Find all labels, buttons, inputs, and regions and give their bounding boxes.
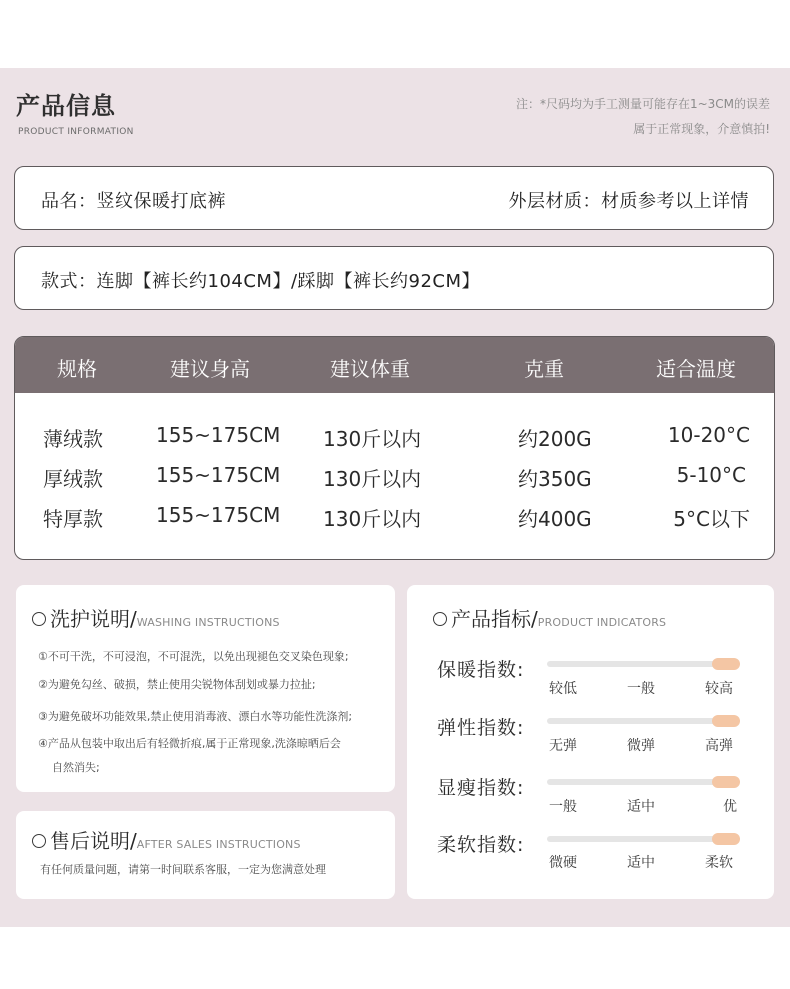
aftersales-title-text: 售后说明/ — [50, 829, 137, 853]
spec-table-header — [15, 337, 774, 393]
indicator-level — [712, 715, 740, 727]
scale-mid: 适中 — [627, 799, 655, 815]
indicator-label: 显瘦指数: — [437, 777, 525, 799]
scale-high: 较高 — [705, 681, 733, 697]
washing-line: ①不可干洗，不可浸泡，不可混洗，以免出现褪色交叉染色现象; — [38, 650, 349, 663]
circle-icon — [32, 834, 46, 848]
header-temperature: 适合温度 — [656, 357, 736, 381]
washing-title-text: 洗护说明/ — [50, 607, 137, 631]
aftersales-title-en: AFTER SALES INSTRUCTIONS — [136, 838, 301, 851]
indicator-label: 柔软指数: — [437, 834, 525, 856]
header-gram: 克重 — [524, 357, 564, 381]
header-weight: 建议体重 — [330, 357, 410, 381]
cell-height: 155~175CM — [156, 503, 281, 527]
scale-high: 柔软 — [705, 855, 733, 871]
washing-line: ④产品从包装中取出后有轻微折痕,属于正常现象,洗涤晾晒后会 — [38, 737, 341, 750]
circle-icon — [433, 612, 447, 626]
washing-title — [32, 603, 280, 632]
cell-weight: 130斤以内 — [323, 507, 422, 531]
scale-mid: 适中 — [627, 855, 655, 871]
product-style: 款式：连脚【裤长约104CM】/踩脚【裤长约92CM】 — [41, 271, 481, 292]
indicator-level — [712, 776, 740, 788]
cell-temperature: 10-20°C — [667, 423, 750, 447]
cell-height: 155~175CM — [156, 463, 281, 487]
header-spec: 规格 — [57, 357, 97, 381]
cell-gram: 约200G — [518, 427, 592, 451]
washing-line: 自然消失; — [52, 761, 100, 774]
scale-mid: 一般 — [627, 681, 655, 697]
cell-gram: 约400G — [518, 507, 592, 531]
indicator-track — [547, 718, 740, 724]
indicator-track — [547, 779, 740, 785]
scale-high: 高弹 — [705, 738, 733, 754]
cell-weight: 130斤以内 — [323, 467, 422, 491]
aftersales-text: 有任何质量问题，请第一时间联系客服，一定为您满意处理 — [40, 863, 326, 876]
scale-high: 优 — [723, 799, 737, 815]
indicator-track — [547, 836, 740, 842]
scale-low: 一般 — [549, 799, 577, 815]
indicator-label: 弹性指数: — [437, 717, 525, 739]
size-note — [410, 92, 770, 142]
indicators-title — [433, 603, 666, 632]
size-note-line-1: 注：*尺码均为手工测量可能存在1~3CM的误差 — [515, 97, 770, 111]
scale-low: 微硬 — [549, 855, 577, 871]
product-material: 外层材质：材质参考以上详情 — [508, 191, 749, 212]
cell-spec: 薄绒款 — [43, 427, 103, 451]
circle-icon — [32, 612, 46, 626]
cell-temperature: 5-10°C — [676, 463, 746, 487]
washing-line: ②为避免勾丝、破损，禁止使用尖锐物体刮划或暴力拉扯; — [38, 678, 316, 691]
scale-low: 无弹 — [549, 738, 577, 754]
indicator-level — [712, 658, 740, 670]
size-note-line-2: 属于正常现象，介意慎拍! — [633, 122, 770, 136]
page-subtitle: PRODUCT INFORMATION — [18, 127, 134, 137]
indicators-title-en: PRODUCT INDICATORS — [537, 616, 667, 629]
cell-spec: 特厚款 — [43, 507, 103, 531]
product-name: 品名：竖纹保暖打底裤 — [41, 191, 226, 212]
indicator-label: 保暖指数: — [437, 659, 525, 681]
aftersales-title — [32, 825, 301, 854]
page-title: 产品信息 — [16, 92, 116, 120]
scale-low: 较低 — [549, 681, 577, 697]
cell-gram: 约350G — [518, 467, 592, 491]
cell-weight: 130斤以内 — [323, 427, 422, 451]
product-style-box — [14, 246, 774, 310]
header-height: 建议身高 — [170, 357, 250, 381]
indicators-card — [407, 585, 774, 899]
scale-mid: 微弹 — [627, 738, 655, 754]
spec-table — [14, 336, 775, 560]
cell-height: 155~175CM — [156, 423, 281, 447]
aftersales-card — [16, 811, 395, 899]
washing-line: ③为避免破坏功能效果,禁止使用消毒液、漂白水等功能性洗涤剂; — [38, 710, 353, 723]
washing-title-en: WASHING INSTRUCTIONS — [136, 616, 280, 629]
product-name-box — [14, 166, 774, 230]
indicators-title-text: 产品指标/ — [451, 607, 538, 631]
washing-card — [16, 585, 395, 792]
indicator-level — [712, 833, 740, 845]
cell-temperature: 5°C以下 — [673, 507, 750, 531]
indicator-track — [547, 661, 740, 667]
cell-spec: 厚绒款 — [43, 467, 103, 491]
